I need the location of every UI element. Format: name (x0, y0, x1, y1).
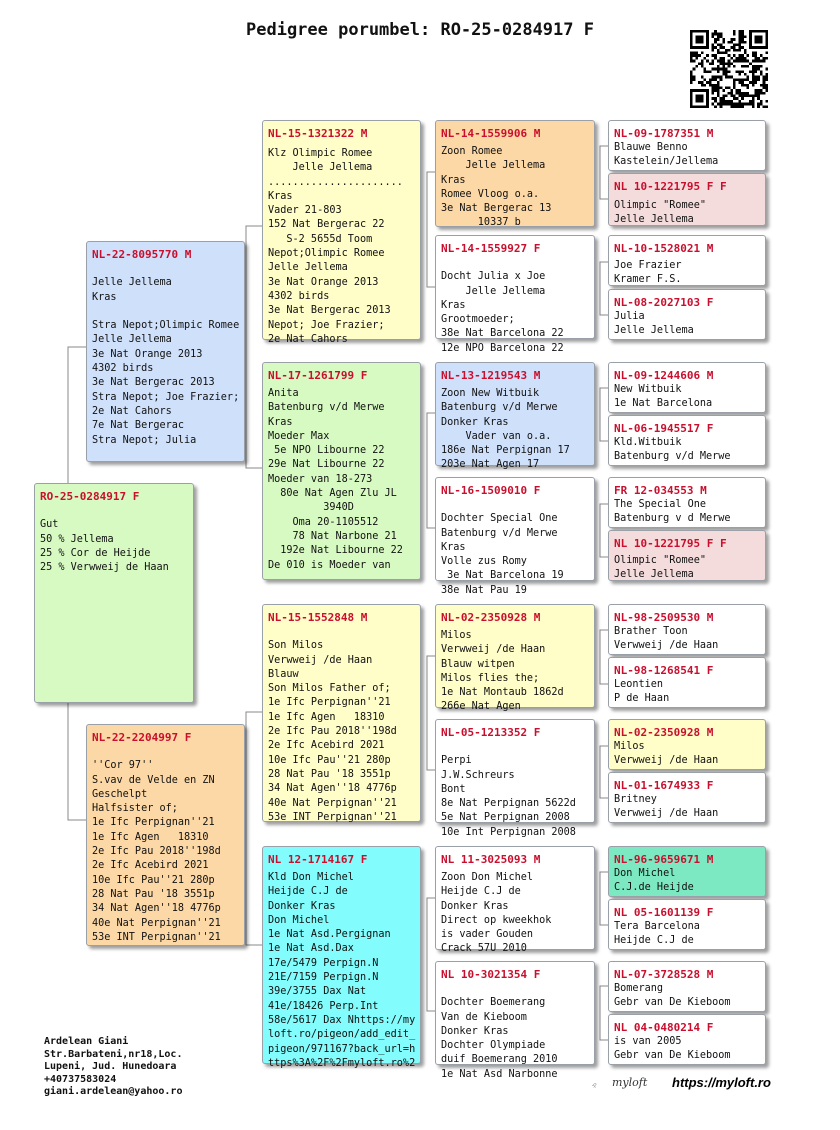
card-line: Verwweij /de Haan (614, 808, 719, 820)
card-line: 58e/5617 Dax Nhttps://my (268, 1014, 416, 1026)
card-line: Jelle Jellema (92, 277, 172, 289)
ring-number: NL-14-1559906 M (441, 127, 541, 140)
pigeon-card-gen3[interactable] (435, 961, 595, 1080)
card-line: Donker Kras (441, 416, 509, 428)
card-line: Batenburg v d Merwe (614, 513, 731, 525)
card-line: Halfsister of; (92, 803, 178, 815)
card-line: Don Michel (614, 868, 676, 879)
card-line: ttps%3A%2F%2Fmyloft.ro%2 (268, 1057, 416, 1069)
pigeon-card-gen4[interactable] (608, 362, 766, 413)
card-line: Kras (92, 291, 117, 303)
pigeon-card-gen3[interactable] (435, 235, 595, 354)
card-line: 203e Nat Agen 17 (441, 459, 540, 471)
card-line: loft.ro/pigeon/add_edit_ (268, 1029, 416, 1041)
card-line: 2e Ifc Pau 2018''198d (92, 846, 221, 858)
card-line: 266e Nat Agen (441, 701, 521, 713)
card-line: Direct op kweekhok (441, 914, 552, 926)
ring-number: NL-10-1528021 M (614, 242, 714, 255)
pigeon-card-gen2[interactable] (262, 120, 421, 345)
card-line: Brather Toon (614, 626, 688, 637)
card-line: 21E/7159 Perpign.N (268, 972, 379, 984)
ring-number: NL 10-1221795 F F (614, 180, 727, 193)
card-line: Joe Frazier (614, 260, 682, 271)
card-line: 4302 birds (268, 290, 330, 302)
card-line: 1e Ifc Perpignan''21 (268, 697, 391, 709)
card-line: 3e Nat Orange 2013 (92, 348, 203, 360)
ring-number: NL-09-1244606 M (614, 369, 714, 382)
card-line: Kras (441, 299, 466, 311)
ring-number: NL-13-1219543 M (441, 369, 541, 382)
card-line: 38e Nat Pau 19 (441, 584, 527, 596)
pigeon-card-gen3[interactable] (435, 604, 595, 713)
card-line: Batenburg v/d Merwe (441, 527, 558, 539)
card-line: 78 Nat Narbone 21 (268, 530, 397, 542)
card-line (87, 305, 244, 319)
card-line: Kld.Witbuik (614, 437, 682, 448)
card-line (263, 625, 420, 639)
card-line: 28 Nat Pau '18 3551p (92, 888, 215, 900)
myloft-pigeon-icon (592, 1074, 612, 1096)
ring-number: NL-17-1261799 F (268, 369, 368, 382)
card-line: Britney (614, 794, 657, 805)
card-line: Jelle Jellema (92, 334, 172, 346)
card-line: Gut (40, 519, 59, 531)
page-title: Pedigree porumbel: RO-25-0284917 F (246, 20, 594, 40)
pigeon-card-gen4[interactable] (608, 604, 766, 655)
card-line (87, 745, 244, 759)
ring-number: NL-15-1321322 M (268, 127, 368, 140)
card-line: 53e INT Perpignan''21 (268, 811, 397, 823)
card-line: 3e Nat Bergerac 2013 (92, 377, 215, 389)
card-line: 28 Nat Pau '18 3551p (268, 768, 391, 780)
card-line: De 010 is Moeder van (268, 559, 391, 571)
card-line: 12e NPO Barcelona 22 (441, 342, 564, 354)
card-line: pigeon/971167?back_url=h (268, 1043, 416, 1055)
ring-number: NL-09-1787351 M (614, 127, 714, 140)
ring-number: NL 12-1714167 F (268, 853, 368, 866)
pigeon-card-gen4[interactable] (608, 899, 766, 950)
ring-number: NL-02-2350928 M (441, 611, 541, 624)
card-line: 34 Nat Agen''18 4776p (268, 783, 397, 795)
card-line: Batenburg v/d Merwe (441, 402, 558, 414)
card-line: 17e/5479 Perpign.N (268, 957, 379, 969)
card-line: Jelle Jellema (614, 214, 694, 226)
card-line: ''Cor 97'' (92, 760, 154, 772)
ring-number: NL 05-1601139 F (614, 906, 714, 919)
card-line: New Witbuik (614, 384, 682, 395)
ring-number: NL 10-1221795 F F (614, 537, 727, 550)
card-line: 10e Int Perpignan 2008 (441, 826, 576, 838)
card-line: Son Milos Father of; (268, 683, 391, 695)
card-line: 1e Nat Asd.Pergignan (268, 929, 391, 941)
ring-number: NL-14-1559927 F (441, 242, 541, 255)
ring-number: NL-98-2509530 M (614, 611, 714, 624)
card-line: Dochter Special One (441, 513, 558, 525)
card-line: 4302 birds (92, 363, 154, 375)
ring-number: NL-22-8095770 M (92, 248, 192, 261)
card-line: Volle zus Romy (441, 556, 527, 568)
card-line: Dochter Boemerang (441, 997, 546, 1009)
card-line: Heijde C.J de (614, 935, 694, 947)
card-line: Donker Kras (441, 1025, 509, 1037)
card-line: Heijde C.J de (441, 886, 521, 898)
card-line: Dochter Olympiade (441, 1040, 546, 1052)
card-line: Julia (614, 311, 645, 322)
card-line: Blauwe Benno (614, 142, 688, 153)
card-line: Milos (441, 630, 472, 641)
card-line: Moeder van 18-273 (268, 473, 373, 485)
card-line: Nepot;Olimpic Romee (268, 248, 385, 260)
card-line: 8e Nat Perpignan 5622d (441, 798, 576, 810)
card-line: Don Michel (268, 914, 330, 926)
owner-name: Ardelean Giani (44, 1036, 129, 1047)
card-line: Vader 21-803 (268, 205, 342, 217)
card-line: P de Haan (614, 693, 670, 705)
card-line: Kras (441, 541, 466, 553)
footer-url-link[interactable]: https://myloft.ro (672, 1075, 771, 1090)
card-line: 3e Nat Bergerac 13 (441, 203, 552, 215)
card-line: Perpi (441, 755, 472, 767)
card-line: Kld Don Michel (268, 872, 354, 883)
card-line: 3e Nat Bergerac 2013 (268, 305, 391, 317)
card-line: Donker Kras (441, 900, 509, 912)
owner-email: giani.ardelean@yahoo.ro (44, 1086, 183, 1098)
card-line: 10e Ifc Pau''21 280p (92, 874, 215, 886)
ring-number: NL 11-3025093 M (441, 853, 541, 866)
card-line: 2e Nat Cahors (268, 333, 348, 345)
pigeon-card-gen4[interactable] (608, 477, 766, 528)
ring-number: NL-96-9659671 M (614, 853, 714, 866)
card-line: J.W.Schreurs (441, 769, 515, 781)
card-line (436, 740, 594, 754)
card-line: Kras (268, 416, 293, 428)
ring-number: NL-98-1268541 F (614, 664, 714, 677)
card-line: 34 Nat Agen''18 4776p (92, 903, 221, 915)
card-line: 7e Nat Bergerac (92, 420, 185, 432)
card-line: Docht Julia x Joe (441, 271, 546, 283)
card-line: 40e Nat Perpignan''21 (92, 917, 221, 929)
card-line: 29e Nat Libourne 22 (268, 459, 385, 471)
pigeon-card-gen4[interactable] (608, 530, 766, 581)
card-line: C.J.de Heijde (614, 882, 694, 894)
ring-number: FR 12-034553 M (614, 484, 707, 497)
card-line: Donker Kras (268, 900, 336, 912)
card-line: 25 % Cor de Heijde (40, 547, 151, 559)
card-line: 3e Nat Barcelona 19 (441, 570, 564, 582)
card-line: 41e/18426 Perp.Int (268, 1000, 379, 1012)
card-line: 40e Nat Perpignan''21 (268, 797, 397, 809)
card-line (436, 256, 594, 270)
ring-number: NL 10-3021354 F (441, 968, 541, 981)
card-line: 53e INT Perpignan''21 (92, 931, 221, 943)
card-line: Romee Vloog o.a. (441, 188, 540, 200)
card-line: Stra Nepot;Olimpic Romee (92, 320, 240, 332)
card-line: Kastelein/Jellema (614, 156, 719, 168)
pigeon-card-sire[interactable] (86, 241, 245, 462)
card-line: Jelle Jellema (614, 569, 694, 581)
card-line: Jelle Jellema (268, 162, 373, 174)
card-line: Tera Barcelona (614, 921, 700, 932)
card-line: Geschelpt (92, 788, 148, 800)
card-line: Jelle Jellema (441, 160, 546, 172)
ring-number: NL-02-2350928 M (614, 726, 714, 739)
card-line: Jelle Jellema (441, 285, 546, 297)
pigeon-card-gen2[interactable] (262, 362, 421, 580)
card-line: 2e Nat Cahors (92, 405, 172, 417)
pigeon-card-gen3[interactable] (435, 120, 595, 227)
card-line (87, 262, 244, 276)
card-line: 10337 b (441, 217, 521, 229)
card-line: Batenburg v/d Merwe (268, 402, 385, 414)
card-line: Jelle Jellema (614, 325, 694, 337)
card-line: 3940D (268, 502, 354, 514)
card-line: 10e Ifc Pau''21 280p (268, 754, 391, 766)
card-line: Verwweij /de Haan (614, 755, 719, 767)
card-line: 2e Ifc Acebird 2021 (92, 860, 209, 872)
card-line: 1e Ifc Agen 18310 (92, 831, 209, 843)
card-line: Van de Kieboom (441, 1011, 527, 1023)
card-line: Milos (614, 741, 645, 752)
ring-number: NL-16-1509010 F (441, 484, 541, 497)
card-line (436, 498, 594, 512)
card-line: Gebr van De Kieboom (614, 997, 731, 1009)
ring-number: NL-15-1552848 M (268, 611, 368, 624)
owner-contact (44, 1036, 182, 1099)
card-line: Milos flies the; (441, 672, 540, 684)
card-line: 25 % Verwweij de Haan (40, 562, 169, 574)
card-line: 1e Ifc Agen 18310 (268, 711, 385, 723)
card-line: Verwweij /de Haan (268, 654, 373, 666)
owner-address: Lupeni, Jud. Hunedoara (44, 1061, 177, 1073)
card-line: Stra Nepot; Julia (92, 434, 197, 446)
card-line: Oma 20-1105512 (268, 516, 379, 528)
pigeon-card-gen4[interactable] (608, 173, 766, 226)
card-line: 3e Nat Orange 2013 (268, 276, 379, 288)
pigeon-card-gen4[interactable] (608, 846, 766, 897)
card-line: 39e/3755 Dax Nat (268, 986, 367, 998)
pigeon-card-gen3[interactable] (435, 362, 595, 471)
card-line: 5e Nat Perpignan 2008 (441, 812, 570, 824)
card-line: Moeder Max (268, 430, 330, 442)
card-line: 1e Nat Asd Narbonne (441, 1068, 558, 1080)
ring-number: NL-05-1213352 F (441, 726, 541, 739)
pigeon-card-dam[interactable] (86, 724, 245, 946)
myloft-logo-text: myloft (612, 1076, 648, 1089)
card-line: Zoon New Witbuik (441, 388, 540, 399)
card-line: Olimpic "Romee" (614, 555, 707, 566)
ring-number: NL 04-0480214 F (614, 1021, 714, 1034)
ring-number: NL-07-3728528 M (614, 968, 714, 981)
card-line: Blauw (268, 668, 299, 680)
card-line: Olimpic "Romee" (614, 200, 707, 211)
card-line: Zoon Romee (441, 146, 503, 157)
card-line: is van 2005 (614, 1036, 682, 1047)
ring-number: NL-22-2204997 F (92, 731, 192, 744)
pigeon-card-gen3[interactable] (435, 719, 595, 838)
ring-number: NL-08-2027103 F (614, 296, 714, 309)
card-line: S.vav de Velde en ZN (92, 774, 215, 786)
pigeon-card-gen4[interactable] (608, 289, 766, 340)
card-line: Leontien (614, 679, 664, 690)
pigeon-card-gen3[interactable] (435, 846, 595, 955)
card-line: Verwweij /de Haan (441, 644, 546, 656)
card-line: Kras (268, 190, 293, 202)
card-line: Jelle Jellema (268, 262, 348, 274)
card-line (35, 504, 193, 518)
card-line: Gebr van De Kieboom (614, 1050, 731, 1062)
card-line: 38e Nat Barcelona 22 (441, 328, 564, 340)
card-line: Kramer F.S. (614, 274, 682, 286)
card-line: Kras (441, 174, 466, 186)
card-line: is vader Gouden (441, 929, 534, 941)
card-line: Nepot; Joe Frazier; (268, 319, 385, 331)
card-line: 1e Nat Montaub 1862d (441, 687, 564, 699)
card-line: 186e Nat Perpignan 17 (441, 445, 570, 457)
card-line: Bont (441, 783, 466, 795)
pigeon-card-gen4[interactable] (608, 120, 766, 171)
card-line: duif Boemerang 2010 (441, 1054, 558, 1066)
card-line: Klz Olimpic Romee (268, 148, 373, 159)
card-line: Crack 57U 2010 (441, 943, 527, 955)
card-line: The Special One (614, 499, 707, 510)
pigeon-card-gen3[interactable] (435, 477, 595, 596)
card-line: 2e Ifc Pau 2018''198d (268, 726, 397, 738)
card-line: Vader van o.a. (441, 430, 552, 442)
pigeon-card-gen4[interactable] (608, 235, 766, 286)
card-line: Bomerang (614, 983, 664, 994)
card-line: ...................... (268, 176, 403, 188)
qr-code-icon[interactable] (690, 30, 768, 108)
card-line: 2e Ifc Acebird 2021 (268, 740, 385, 752)
card-line: Blauw witpen (441, 658, 515, 670)
pigeon-card-gen4[interactable] (608, 961, 766, 1012)
card-line: 50 % Jellema (40, 533, 114, 545)
card-line: 1e Ifc Perpignan''21 (92, 817, 215, 829)
ring-number: NL-06-1945517 F (614, 422, 714, 435)
pigeon-card-gen2[interactable] (262, 604, 421, 822)
pigeon-card-gen4[interactable] (608, 1014, 766, 1065)
card-line: 1e Nat Barcelona (614, 398, 713, 410)
ring-number: RO-25-0284917 F (40, 490, 140, 503)
card-line: Heijde C.J de (268, 886, 348, 898)
pigeon-card-gen4[interactable] (608, 772, 766, 823)
card-line: 192e Nat Libourne 22 (268, 545, 403, 557)
card-line: Stra Nepot; Joe Frazier; (92, 391, 240, 403)
card-line: Anita (268, 388, 299, 399)
card-line: 5e NPO Libourne 22 (268, 445, 385, 457)
pigeon-card-gen2[interactable] (262, 846, 421, 1069)
card-line: Verwweij /de Haan (614, 640, 719, 652)
card-line: 1e Nat Asd.Dax (268, 943, 354, 955)
pigeon-card-gen4[interactable] (608, 719, 766, 770)
card-line: Zoon Don Michel (441, 872, 534, 883)
card-line (436, 982, 594, 996)
card-line: 80e Nat Agen Zlu JL (268, 488, 397, 500)
card-line: Son Milos (268, 640, 324, 652)
card-line: Grootmoeder; (441, 314, 515, 326)
pigeon-card-subject[interactable] (34, 483, 194, 703)
card-line: Batenburg v/d Merwe (614, 451, 731, 463)
owner-address: Str.Barbateni,nr18,Loc. (44, 1048, 183, 1060)
ring-number: NL-01-1674933 F (614, 779, 714, 792)
pigeon-card-gen4[interactable] (608, 415, 766, 466)
card-line: 152 Nat Bergerac 22 (268, 219, 385, 231)
owner-phone: +40737583024 (44, 1073, 117, 1085)
pigeon-card-gen4[interactable] (608, 657, 766, 708)
card-line: S-2 5655d Toom (268, 233, 373, 245)
